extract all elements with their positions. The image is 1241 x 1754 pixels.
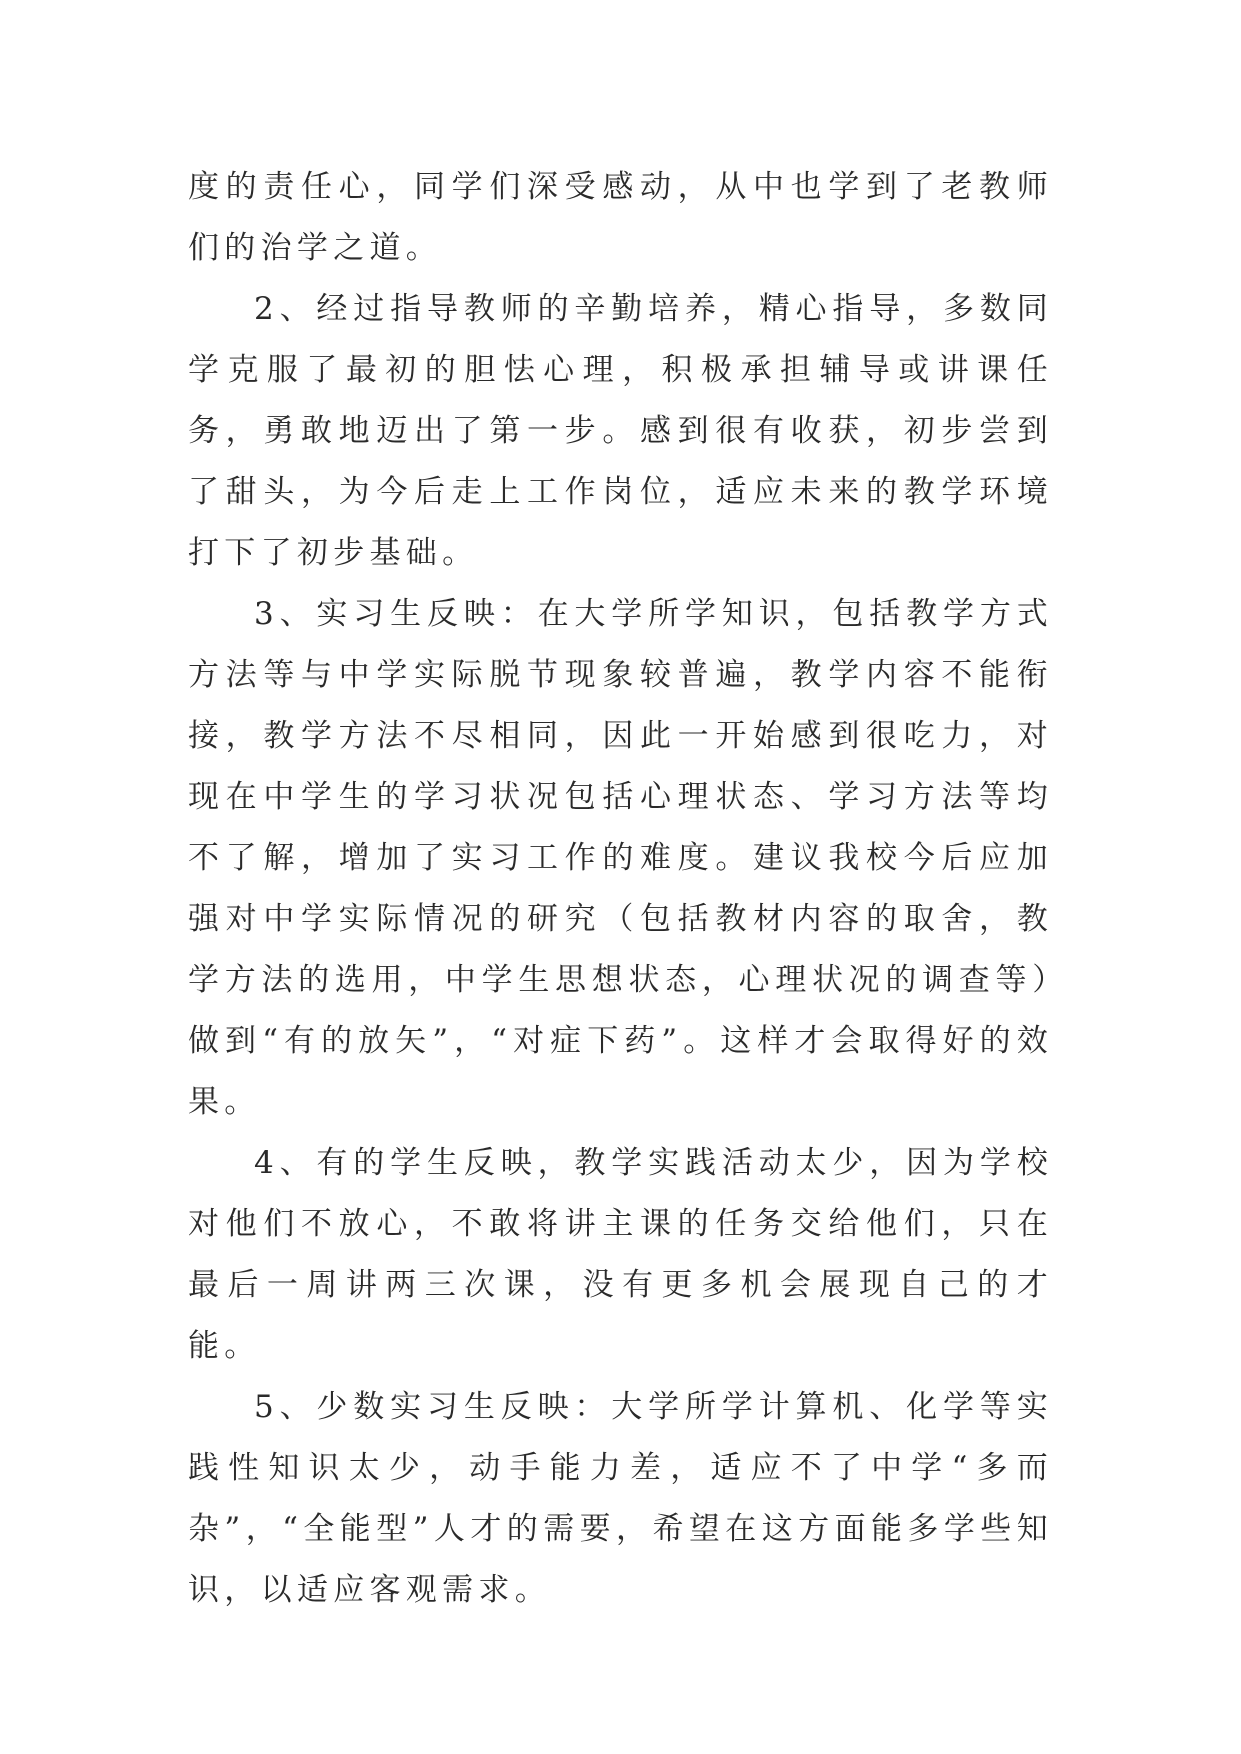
paragraph-item-5: 5、少数实习生反映：大学所学计算机、化学等实践性知识太少，动手能力差，适应不了中学“多而杂”，“全能型”人才的需要，希望在这方面能多学些知识，以适应客观需求。	[188, 1389, 1053, 1608]
paragraph-item-3: 3、实习生反映：在大学所学知识，包括教学方式方法等与中学实际脱节现象较普遍，教学内容不能衔接，教学方法不尽相同，因此一开始感到很吃力，对现在中学生的学习状况包括心理状态、学习方法等均不了解，增加了实习工作的难度。建议我校今后应加强对中学实际情况的研究（包括教材内容的取舍，教学方法的选用，中学生思想状态，心理状况的调查等）做到“有的放矢”，“对症下药”。这样才会取得好的效果。	[188, 596, 1053, 1120]
body-text	[188, 157, 1053, 1621]
paragraph-item-4: 4、有的学生反映，教学实践活动太少，因为学校对他们不放心，不敢将讲主课的任务交给他们，只在最后一周讲两三次课，没有更多机会展现自己的才能。	[188, 1145, 1053, 1364]
paragraph-item-2: 2、经过指导教师的辛勤培养，精心指导，多数同学克服了最初的胆怯心理，积极承担辅导或讲课任务，勇敢地迈出了第一步。感到很有收获，初步尝到了甜头，为今后走上工作岗位，适应未来的教学环境打下了初步基础。	[188, 291, 1053, 571]
paragraph-continuation: 度的责任心，同学们深受感动，从中也学到了老教师们的治学之道。	[188, 169, 1053, 266]
